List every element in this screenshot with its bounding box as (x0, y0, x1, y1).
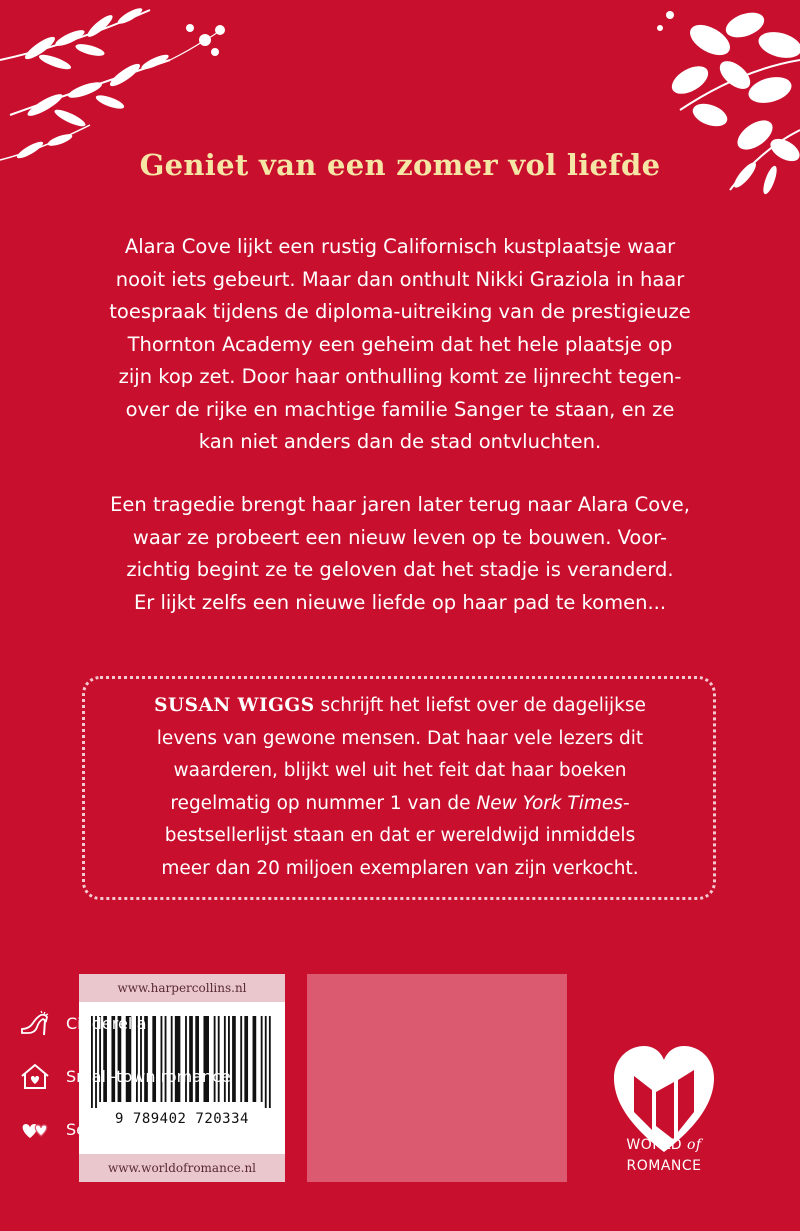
blurb-line: nooit iets gebeurt. Maar dan onthult Nikki Graziola in haar (115, 267, 685, 291)
isbn-number: 9 789402 720334 (115, 1111, 249, 1127)
author-bio-line: levens van gewone mensen. Dat haar vele lezers dit (156, 727, 644, 749)
logo-text-romance: ROMANCE (626, 1158, 702, 1174)
logo-text-of: of (687, 1137, 702, 1153)
blurb-line: kan niet anders dan de stad ontvluchten. (198, 430, 602, 453)
barcode-bar (265, 1016, 267, 1108)
trope-label: Small-town romance (66, 1066, 231, 1086)
trope-item-cinderella (18, 1008, 147, 1038)
barcode-bar (261, 1016, 263, 1102)
author-bio-line: meer dan 20 miljoen exemplaren van zijn verkocht. (161, 857, 639, 879)
trope-item-second-chance (18, 1114, 188, 1144)
trope-label: Second chance (66, 1119, 188, 1139)
house-heart-icon (18, 1061, 52, 1091)
two-hearts-icon (18, 1114, 52, 1144)
blurb-line: zichtig begint ze te geloven dat het stadje is veranderd. (126, 558, 674, 581)
blurb-line: toespraak tijdens de diploma-uitreiking van de prestigieuze (109, 300, 691, 323)
barcode-bar (269, 1016, 271, 1108)
blurb-line: Een tragedie brengt haar jaren later terug naar Alara Cove, (110, 493, 690, 516)
blurb-paragraph-2 (40, 489, 760, 619)
author-bio-line (90, 788, 710, 821)
tagline-heading: Geniet van een zomer vol liefde (139, 148, 661, 182)
author-bio-line-text: regelmatig op nummer 1 van de (170, 792, 477, 814)
barcode-bar (232, 1016, 236, 1102)
trope-item-small-town-romance (18, 1061, 231, 1091)
author-bio-line (90, 690, 710, 723)
author-name: SUSAN WIGGS (154, 695, 315, 716)
barcode-bar (244, 1016, 248, 1102)
high-heel-shoe-icon (18, 1008, 52, 1038)
blurb-line: over de rijke en machtige familie Sanger te staan, en ze (125, 397, 675, 421)
author-bio-line-text: - (622, 792, 630, 814)
imprint-url[interactable]: www.worldofromance.nl (79, 1154, 285, 1182)
trope-label: Cinderella (66, 1013, 147, 1033)
newspaper-name: New York Times (476, 792, 623, 814)
author-bio-line-text: schrijft het liefst over de dagelijkse (314, 695, 646, 716)
blurb-line: Er lijkt zelfs een nieuwe liefde op haar pad te komen... (133, 590, 667, 614)
blurb-line: Alara Cove lijkt een rustig Californisch kustplaatsje waar (124, 235, 676, 258)
logo-text-world: WORLD (626, 1137, 687, 1153)
blurb-line: waar ze probeert een nieuw leven op te bouwen. Voor- (132, 525, 668, 549)
blurb-paragraph-1 (40, 231, 760, 459)
publisher-url[interactable]: www.harpercollins.nl (79, 974, 285, 1002)
author-bio-line: bestsellerlijst staan en dat er wereldwijd inmiddels (164, 825, 636, 846)
logo-text-line1 (600, 1137, 728, 1153)
author-bio-line: waarderen, blijkt wel uit het feit dat haar boeken (173, 760, 627, 781)
author-bio-text (90, 690, 710, 885)
barcode-bar (240, 1016, 242, 1102)
barcode-bar (253, 1016, 257, 1102)
blurb-line: Thornton Academy een geheim dat het hele plaatsje op (127, 332, 673, 356)
tropes-panel (307, 974, 567, 1182)
blurb-line: zijn kop zet. Door haar onthulling komt ze lijnrecht tegen- (118, 365, 682, 388)
